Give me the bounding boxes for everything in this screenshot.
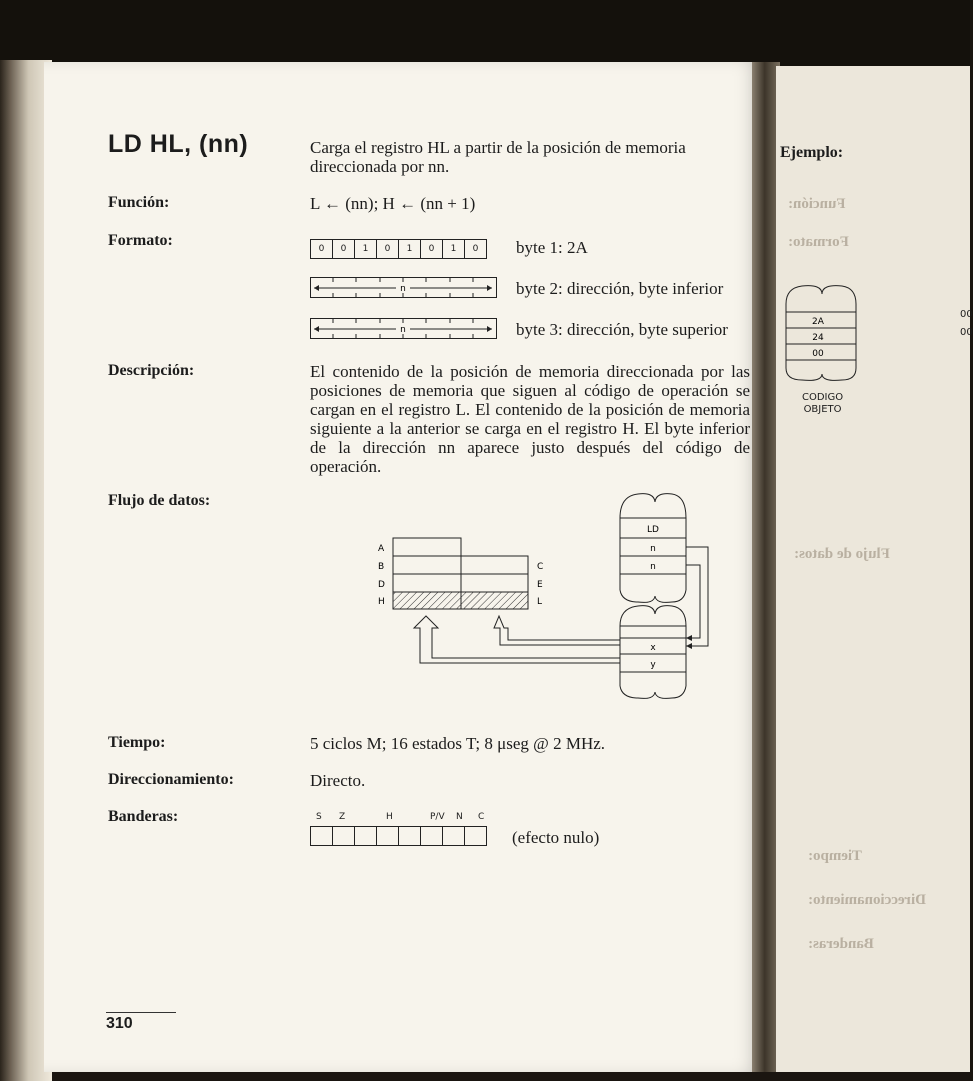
direccionamiento-label: Direccionamiento: [108, 771, 234, 788]
bleed-through-text: Función: [788, 196, 846, 212]
flag-label: H [386, 812, 393, 822]
flag-cell [399, 827, 421, 845]
flags-note: (efecto nulo) [512, 828, 600, 847]
objeto-label: OBJETO [803, 404, 842, 415]
byte3-operand-box [310, 318, 498, 340]
edge-text: 00 [960, 327, 973, 338]
instruction-intro: Carga el registro HL a partir de la posición de memoria direccionada por nn. [310, 138, 686, 176]
edge-text: 00 [960, 309, 973, 320]
opcode-bit-box [310, 239, 487, 259]
mem-cell: 2A [812, 317, 824, 327]
tiempo-text: 5 ciclos M; 16 estados T; 8 μseg @ 2 MHz. [310, 734, 606, 753]
bit-cell: 1 [443, 240, 465, 258]
mem-cell: x [650, 643, 656, 653]
mem-cell: 00 [812, 349, 824, 359]
mem-cell: LD [647, 525, 659, 535]
formato-label: Formato: [108, 232, 173, 249]
reg-label: E [537, 580, 543, 590]
bleed-through-text: Direccionamiento: [808, 892, 927, 908]
bit-cell: 0 [311, 240, 333, 258]
bleed-through-text: Tiempo: [808, 848, 862, 864]
descripcion-label: Descripción: [108, 362, 195, 379]
footer-rule [106, 1012, 176, 1013]
byte3-text: byte 3: dirección, byte superior [516, 320, 728, 339]
flag-label: N [456, 812, 463, 822]
flag-cell [355, 827, 377, 845]
operand-n: n [400, 284, 406, 294]
tiempo-label: Tiempo: [108, 734, 166, 751]
bleed-through-text: Banderas: [808, 936, 874, 952]
banderas-label: Banderas: [108, 808, 179, 825]
funcion-text: L ← (nn); H ← (nn + 1) [310, 194, 476, 213]
instruction-title: LD HL, (nn) [108, 130, 249, 158]
object-code-memory-diagram [782, 280, 862, 386]
bit-cell: 1 [355, 240, 377, 258]
reg-label: L [537, 597, 543, 607]
byte1-text: byte 1: 2A [516, 238, 588, 257]
page-number: 310 [106, 1015, 133, 1032]
flag-label: C [478, 812, 485, 822]
flag-cell [333, 827, 355, 845]
data-flow-diagram [370, 490, 720, 720]
flag-label: P/V [430, 812, 445, 822]
mem-cell: n [650, 544, 656, 554]
bleed-through-text: Flujo de datos: [794, 546, 890, 562]
bit-cell: 0 [472, 244, 479, 254]
mem-cell: y [650, 660, 656, 670]
byte2-text: byte 2: dirección, byte inferior [516, 279, 724, 298]
flags-register-box [310, 826, 487, 846]
ejemplo-label: Ejemplo: [780, 144, 844, 161]
flag-cell [421, 827, 443, 845]
descripcion-text: El contenido de la posición de memoria direccionada por las posiciones de memoria que siguen al código de operación se cargan en el registro L. El contenido de la posición de memoria siguiente a la anterior se carga en el registro H. El byte inferior de la dirección nn aparece justo después del código de operación. [310, 362, 750, 476]
flag-label: Z [339, 812, 346, 822]
reg-label: C [537, 562, 544, 572]
flag-cell [311, 827, 333, 845]
flag-label: S [316, 812, 322, 822]
bit-cell: 0 [421, 240, 443, 258]
byte2-operand-box [310, 277, 498, 299]
mem-cell: n [650, 562, 656, 572]
reg-label: A [378, 544, 385, 554]
bit-cell: 0 [377, 240, 399, 258]
flag-cell [443, 827, 465, 845]
flag-cell [465, 827, 486, 845]
reg-label: H [378, 597, 385, 607]
right-page [776, 66, 973, 1072]
bleed-through-text: Formato: [788, 234, 849, 250]
bit-cell: 1 [399, 240, 421, 258]
codigo-label: CODIGO [802, 392, 844, 403]
funcion-label: Función: [108, 194, 170, 211]
direccionamiento-text: Directo. [310, 771, 366, 790]
flag-cell [377, 827, 399, 845]
flag-labels [310, 812, 498, 824]
background-dark [0, 0, 970, 66]
mem-cell: 24 [812, 333, 824, 343]
operand-n: n [400, 325, 406, 335]
reg-label: D [378, 580, 385, 590]
flujo-label: Flujo de datos: [108, 492, 211, 509]
bit-cell: 0 [333, 240, 355, 258]
reg-label: B [378, 562, 385, 572]
